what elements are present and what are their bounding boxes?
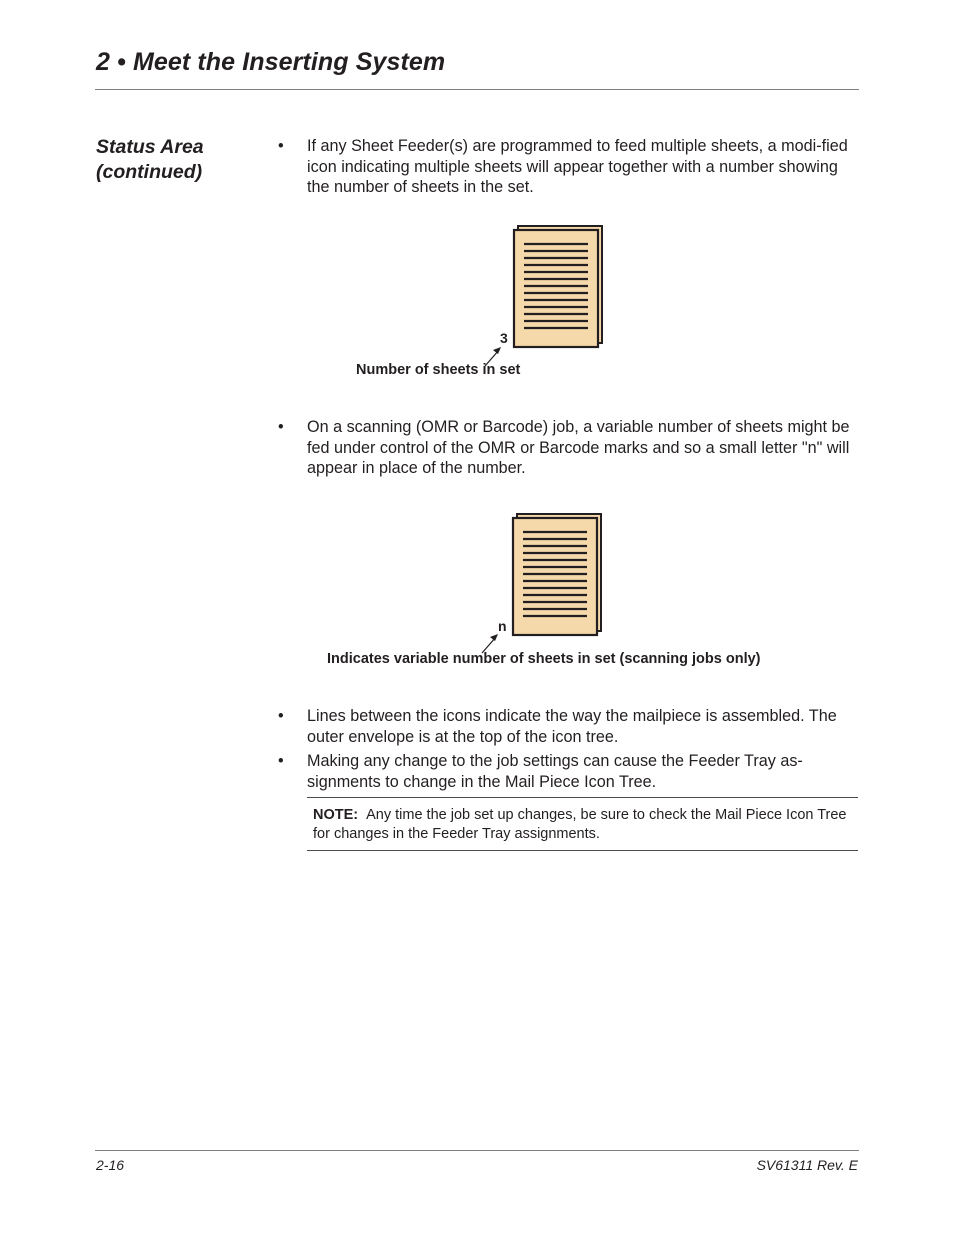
arrow-head — [493, 347, 501, 354]
bullet-marker: • — [278, 707, 284, 725]
bullet-item — [278, 751, 858, 792]
sheet-count-label: n — [498, 618, 507, 634]
figure-sheets-count — [300, 222, 620, 382]
bullet-marker: • — [278, 137, 284, 155]
note-label: NOTE: — [313, 807, 359, 823]
bullet-text: If any Sheet Feeder(s) are programmed to feed multiple sheets, a modi-fied icon indicating multiple sheets will appear together with a number showing the number of sheets in the set. — [307, 137, 848, 196]
bullet-item — [278, 706, 858, 747]
note-text: Any time the job set up changes, be sure to check the Mail Piece Icon Tree for changes in the Feeder Tray assignments. — [313, 807, 847, 842]
bullet-marker: • — [278, 752, 284, 770]
bullet-text: Lines between the icons indicate the way the mailpiece is assembled. The outer envelope is at the top of the icon tree. — [307, 707, 837, 746]
figure-caption: Number of sheets in set — [356, 362, 521, 378]
page-number: 2-16 — [96, 1157, 125, 1173]
bullet-item — [278, 417, 858, 479]
bullet-text: On a scanning (OMR or Barcode) job, a variable number of sheets might be fed under control of the OMR or Barcode marks and so a small letter "n" will appear in place of the number. — [307, 418, 850, 477]
bullet-item — [278, 136, 858, 198]
note-box — [307, 797, 858, 851]
multi-sheet-icon — [300, 222, 620, 382]
bullet-marker: • — [278, 418, 284, 436]
document-id: SV61311 Rev. E — [756, 1157, 858, 1173]
bullet-text: Making any change to the job settings can cause the Feeder Tray as-signments to change in the Mail Piece Icon Tree. — [307, 752, 803, 791]
header-divider — [95, 89, 859, 90]
figure-caption: Indicates variable number of sheets in set (scanning jobs only) — [327, 651, 761, 667]
footer-divider — [95, 1150, 859, 1151]
figure-sheets-variable — [300, 510, 820, 675]
chapter-title: 2 • Meet the Inserting System — [96, 48, 446, 76]
section-heading: Status Area (continued) — [96, 136, 204, 183]
arrow-head — [490, 634, 498, 641]
sheet-count-label: 3 — [500, 330, 508, 346]
